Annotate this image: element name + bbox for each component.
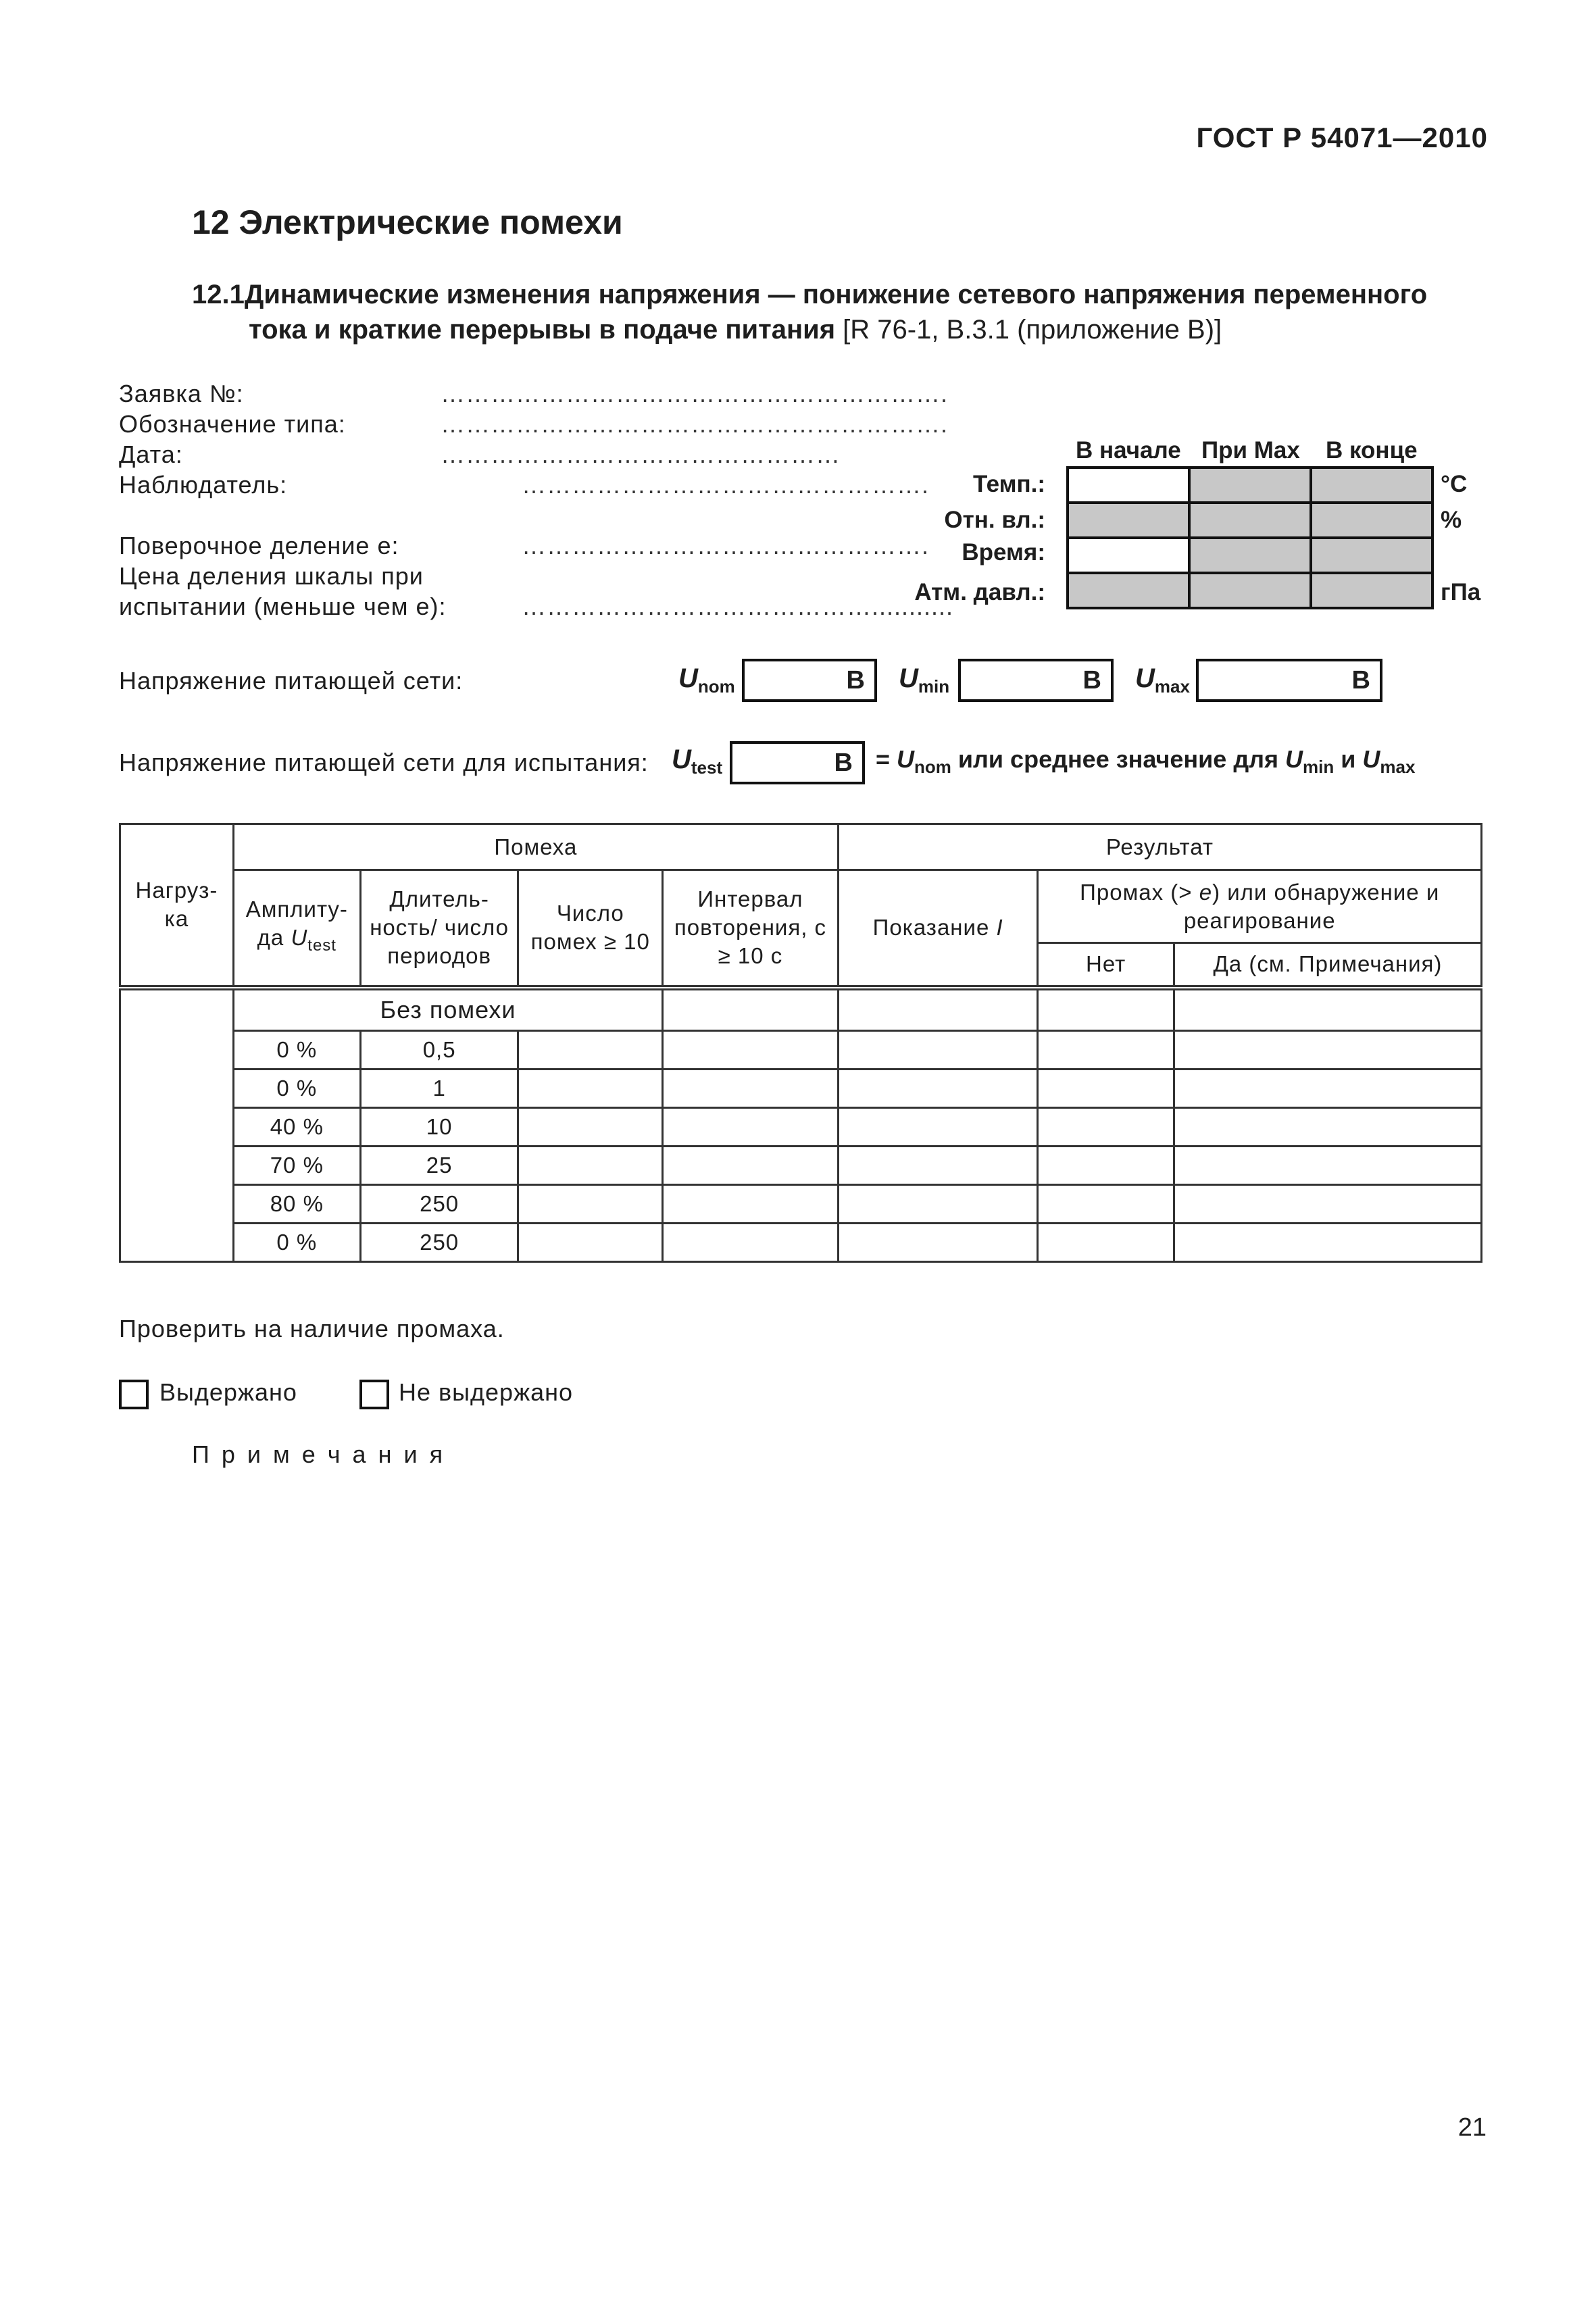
date-label: Дата: bbox=[119, 441, 183, 468]
time-label: Время: bbox=[962, 539, 1045, 565]
subsection-title-line1: Динамические изменения напряжения — понижение сетевого напряжения переменного bbox=[244, 280, 1428, 309]
cell[interactable] bbox=[663, 988, 839, 1031]
document-id: ГОСТ Р 54071—2010 bbox=[1196, 122, 1488, 153]
cell[interactable] bbox=[1174, 1147, 1481, 1185]
cell[interactable] bbox=[518, 1147, 663, 1185]
col-end-label: В конце bbox=[1326, 437, 1418, 463]
table-row bbox=[120, 1108, 1482, 1147]
cell[interactable] bbox=[663, 1147, 839, 1185]
temp-start-cell[interactable] bbox=[1066, 466, 1191, 504]
u-test-label: $U_{test}$ bbox=[672, 745, 723, 778]
header-error: Промах (> e) или обнаружение и реагирование bbox=[1038, 870, 1482, 943]
cell[interactable] bbox=[1174, 1070, 1481, 1108]
temp-unit: °C bbox=[1441, 471, 1468, 497]
date-field[interactable]: ………………………………………… bbox=[441, 441, 841, 468]
failed-checkbox[interactable] bbox=[359, 1380, 389, 1409]
u-max-label: $U_{max}$ bbox=[1135, 663, 1190, 697]
failed-label: Не выдержано bbox=[399, 1378, 574, 1406]
application-field[interactable]: ……………………………………………………. bbox=[441, 380, 949, 407]
amplitude-value: 0 % bbox=[233, 1070, 360, 1108]
cell[interactable] bbox=[1038, 1031, 1174, 1070]
section-title: 12 Электрические помехи bbox=[192, 203, 623, 241]
header-yes: Да (см. Примечания) bbox=[1174, 943, 1481, 988]
col-start-label: В начале bbox=[1076, 437, 1181, 463]
passed-checkbox[interactable] bbox=[119, 1380, 149, 1409]
table-row bbox=[120, 1070, 1482, 1108]
time-start-cell[interactable] bbox=[1066, 536, 1191, 574]
scale-label-line2: испытании (меньше чем e): bbox=[119, 593, 447, 620]
supply-label: Напряжение питающей сети: bbox=[119, 667, 464, 695]
cell[interactable] bbox=[1038, 988, 1174, 1031]
humidity-end-cell[interactable] bbox=[1310, 501, 1434, 539]
header-load: Нагруз- ка bbox=[120, 824, 234, 988]
humidity-max-cell[interactable] bbox=[1188, 501, 1312, 539]
cell[interactable] bbox=[1038, 1147, 1174, 1185]
pressure-label: Атм. давл.: bbox=[914, 579, 1045, 605]
temp-max-cell[interactable] bbox=[1188, 466, 1312, 504]
header-count: Число помех ≥ 10 bbox=[518, 870, 663, 988]
no-disturbance-row: Без помехи bbox=[233, 988, 662, 1031]
duration-value: 10 bbox=[360, 1108, 518, 1147]
cell[interactable] bbox=[838, 1185, 1038, 1224]
u-max-field[interactable]: В bbox=[1196, 659, 1382, 702]
temp-label: Темп.: bbox=[972, 471, 1045, 497]
subsection-title-line2: тока и краткие перерывы в подаче питания bbox=[249, 315, 836, 345]
cell[interactable] bbox=[663, 1031, 839, 1070]
cell[interactable] bbox=[1174, 1031, 1481, 1070]
cell[interactable] bbox=[663, 1070, 839, 1108]
page-number: 21 bbox=[1457, 2113, 1487, 2142]
scale-field[interactable]: ……………………………………........... bbox=[522, 593, 954, 620]
load-cell[interactable] bbox=[120, 988, 234, 1262]
pressure-end-cell[interactable] bbox=[1310, 572, 1434, 609]
verification-label: Поверочное деление e: bbox=[119, 532, 399, 559]
duration-value: 25 bbox=[360, 1147, 518, 1185]
duration-value: 250 bbox=[360, 1224, 518, 1262]
duration-value: 1 bbox=[360, 1070, 518, 1108]
cell[interactable] bbox=[1038, 1108, 1174, 1147]
cell[interactable] bbox=[663, 1224, 839, 1262]
header-no: Нет bbox=[1038, 943, 1174, 988]
cell[interactable] bbox=[838, 1147, 1038, 1185]
type-field[interactable]: ……………………………………………………. bbox=[441, 410, 949, 438]
table-row bbox=[120, 1224, 1482, 1262]
pressure-unit: гПа bbox=[1441, 579, 1481, 605]
duration-value: 250 bbox=[360, 1185, 518, 1224]
passed-label: Выдержано bbox=[159, 1378, 297, 1406]
cell[interactable] bbox=[518, 1108, 663, 1147]
time-end-cell[interactable] bbox=[1310, 536, 1434, 574]
cell[interactable] bbox=[838, 1108, 1038, 1147]
header-duration: Длитель- ность/ число периодов bbox=[360, 870, 518, 988]
amplitude-value: 0 % bbox=[233, 1031, 360, 1070]
header-disturbance: Помеха bbox=[233, 824, 838, 870]
cell[interactable] bbox=[1174, 1108, 1481, 1147]
u-test-field[interactable]: В bbox=[730, 741, 865, 784]
header-amplitude: Амплиту- да $U_{test}$ bbox=[233, 870, 360, 988]
cell[interactable] bbox=[663, 1185, 839, 1224]
header-indication: Показание I bbox=[838, 870, 1038, 988]
subsection-number: 12.1 bbox=[192, 280, 245, 309]
amplitude-value: 80 % bbox=[233, 1185, 360, 1224]
table-row bbox=[120, 1031, 1482, 1070]
header-interval: Интервал повторения, с ≥ 10 с bbox=[663, 870, 839, 988]
type-label: Обозначение типа: bbox=[119, 410, 346, 438]
cell[interactable] bbox=[838, 1224, 1038, 1262]
observer-field[interactable]: …………………………………………. bbox=[522, 471, 930, 499]
header-result: Результат bbox=[838, 824, 1481, 870]
notes-heading: П р и м е ч а н и я bbox=[192, 1440, 446, 1468]
time-max-cell[interactable] bbox=[1188, 536, 1312, 574]
pressure-max-cell[interactable] bbox=[1188, 572, 1312, 609]
cell[interactable] bbox=[1038, 1185, 1174, 1224]
cell[interactable] bbox=[1174, 1224, 1481, 1262]
col-max-label: При Max bbox=[1201, 437, 1300, 463]
humidity-label: Отн. вл.: bbox=[944, 507, 1045, 533]
duration-value: 0,5 bbox=[360, 1031, 518, 1070]
test-supply-label: Напряжение питающей сети для испытания: bbox=[119, 749, 649, 776]
table-row bbox=[120, 1147, 1482, 1185]
u-nom-field[interactable]: В bbox=[742, 659, 877, 702]
test-formula: = $U_{nom}$ или среднее значение для $U_{min}$ и $U_{max}$ bbox=[876, 745, 1416, 777]
amplitude-value: 40 % bbox=[233, 1108, 360, 1147]
cell[interactable] bbox=[1174, 988, 1481, 1031]
amplitude-value: 70 % bbox=[233, 1147, 360, 1185]
cell[interactable] bbox=[1038, 1070, 1174, 1108]
pressure-start-cell[interactable] bbox=[1066, 572, 1191, 609]
cell[interactable] bbox=[1038, 1224, 1174, 1262]
temp-end-cell[interactable] bbox=[1310, 466, 1434, 504]
humidity-start-cell[interactable] bbox=[1066, 501, 1191, 539]
cell[interactable] bbox=[838, 988, 1038, 1031]
cell[interactable] bbox=[663, 1108, 839, 1147]
cell[interactable] bbox=[518, 1031, 663, 1070]
u-min-field[interactable]: В bbox=[958, 659, 1114, 702]
humidity-unit: % bbox=[1441, 507, 1462, 533]
subsection-reference: [R 76-1, B.3.1 (приложение В)] bbox=[835, 315, 1222, 345]
u-nom-label: $U_{nom}$ bbox=[678, 663, 735, 697]
cell[interactable] bbox=[838, 1070, 1038, 1108]
verification-field[interactable]: …………………………………………. bbox=[522, 532, 930, 559]
cell[interactable] bbox=[838, 1031, 1038, 1070]
cell[interactable] bbox=[518, 1070, 663, 1108]
application-label: Заявка №: bbox=[119, 380, 244, 407]
check-text: Проверить на наличие промаха. bbox=[119, 1315, 505, 1342]
scale-label-line1: Цена деления шкалы при bbox=[119, 562, 424, 590]
u-min-label: $U_{min}$ bbox=[899, 663, 950, 697]
observer-label: Наблюдатель: bbox=[119, 471, 288, 499]
cell[interactable] bbox=[1174, 1185, 1481, 1224]
subsection-title bbox=[192, 277, 1489, 347]
amplitude-value: 0 % bbox=[233, 1224, 360, 1262]
cell[interactable] bbox=[518, 1185, 663, 1224]
table-row bbox=[120, 1185, 1482, 1224]
results-table bbox=[119, 823, 1482, 1263]
cell[interactable] bbox=[518, 1224, 663, 1262]
